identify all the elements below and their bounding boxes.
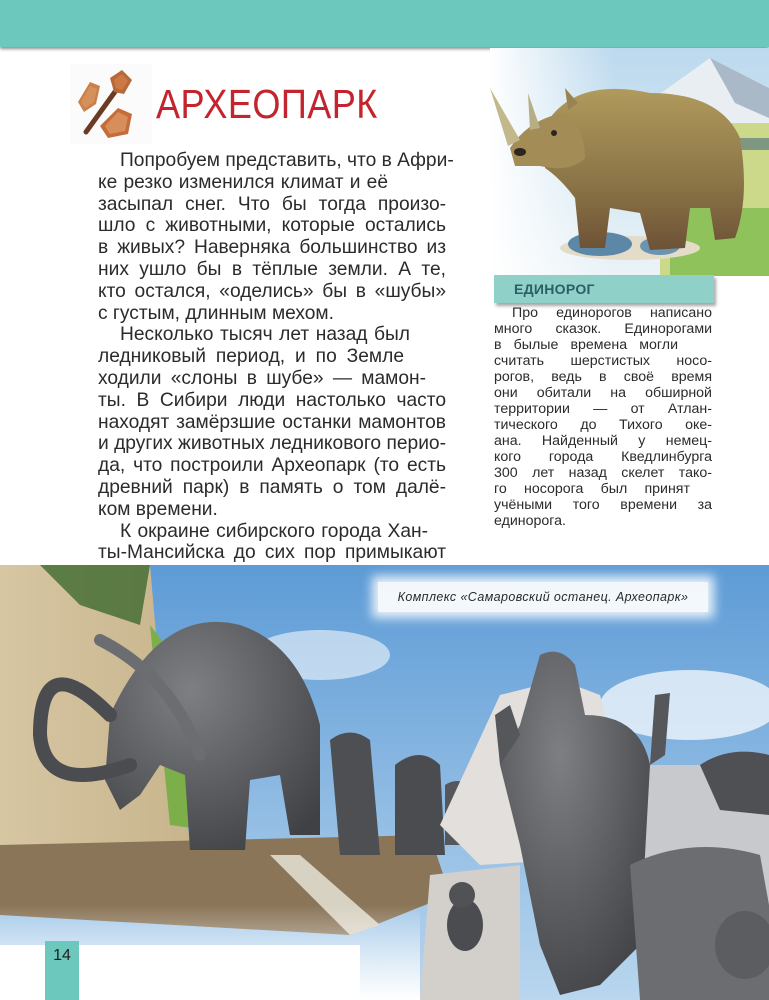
text-line: кого города Кведлинбурга bbox=[494, 449, 712, 465]
text-line: в живых? Наверняка большинство из bbox=[98, 237, 446, 259]
text-line: ана. Найденный у немец- bbox=[494, 433, 712, 449]
text-line: 300 лет назад скелет тако- bbox=[494, 465, 712, 481]
text-line: засыпал снег. Что бы тогда произо- bbox=[98, 193, 446, 215]
text-line: древний парк) в память о том далё- bbox=[98, 476, 446, 498]
text-line: ты-Мансийска до сих пор примыкают bbox=[98, 542, 446, 564]
text-line: да, что построили Археопарк (то есть bbox=[98, 455, 446, 477]
photo-caption bbox=[378, 582, 708, 612]
sidebar-header bbox=[494, 275, 714, 303]
page-title: АРХЕОПАРК bbox=[156, 80, 378, 127]
text-line: ходили «слоны в шубе» — мамон- bbox=[98, 367, 426, 389]
text-line: них ушло бы в тёплые земли. А те, bbox=[98, 258, 446, 280]
text-line: единорога. bbox=[494, 513, 566, 529]
text-line: они обитали на обширной bbox=[494, 385, 712, 401]
page-number-tab bbox=[45, 941, 79, 1000]
text-line: ком времени. bbox=[98, 498, 218, 520]
text-line: учёными того времени за bbox=[494, 497, 712, 513]
text-line: го носорога был принят bbox=[494, 481, 690, 497]
paragraph-2 bbox=[98, 324, 446, 520]
text-line: Несколько тысяч лет назад был bbox=[120, 324, 410, 346]
text-line: ледниковый период, и по Земле bbox=[98, 346, 404, 368]
text-line: и других животных ледникового перио- bbox=[98, 433, 446, 455]
page-number: 14 bbox=[53, 947, 71, 964]
woolly-rhino-illustration bbox=[490, 48, 769, 276]
text-line: Про единорогов написано bbox=[512, 305, 712, 321]
text-line: шло с животными, которые остались bbox=[98, 215, 446, 237]
text-line: территории — от Атлан- bbox=[494, 401, 712, 417]
text-line: считать шерстистых носо- bbox=[494, 353, 712, 369]
text-line: К окраине сибирского города Хан- bbox=[120, 520, 428, 542]
text-line: ты. В Сибири люди настолько часто bbox=[98, 389, 446, 411]
sidebar-text bbox=[494, 305, 712, 529]
text-line: Попробуем представить, что в Афри- bbox=[120, 150, 454, 171]
text-line: в былые времена могли bbox=[494, 337, 678, 353]
text-line: ке резко изменился климат и её bbox=[98, 171, 388, 193]
text-line: рогов, ведь в своё время bbox=[494, 369, 712, 385]
stone-tools-icon bbox=[70, 64, 152, 144]
section-title bbox=[70, 64, 408, 144]
text-line: много сказок. Единорогами bbox=[494, 321, 712, 337]
text-line: кто остался, «оделись» бы в «шубы» bbox=[98, 280, 446, 302]
caption-text: Комплекс «Самаровский останец. Археопарк» bbox=[397, 590, 689, 604]
sidebar-title: ЕДИНОРОГ bbox=[514, 281, 595, 297]
woolly-rhino-icon bbox=[490, 48, 769, 276]
paragraph-1 bbox=[98, 150, 454, 324]
mammoth-sculptures-icon bbox=[0, 565, 769, 1000]
paragraph-3 bbox=[98, 521, 446, 565]
archeopark-photo bbox=[0, 565, 769, 1000]
text-line: тического до Тихого оке- bbox=[494, 417, 712, 433]
main-article-text bbox=[98, 150, 454, 564]
text-line: с густым, длинным мехом. bbox=[98, 302, 334, 324]
header-band bbox=[0, 0, 769, 47]
text-line: находят замёрзшие останки мамонтов bbox=[98, 411, 446, 433]
